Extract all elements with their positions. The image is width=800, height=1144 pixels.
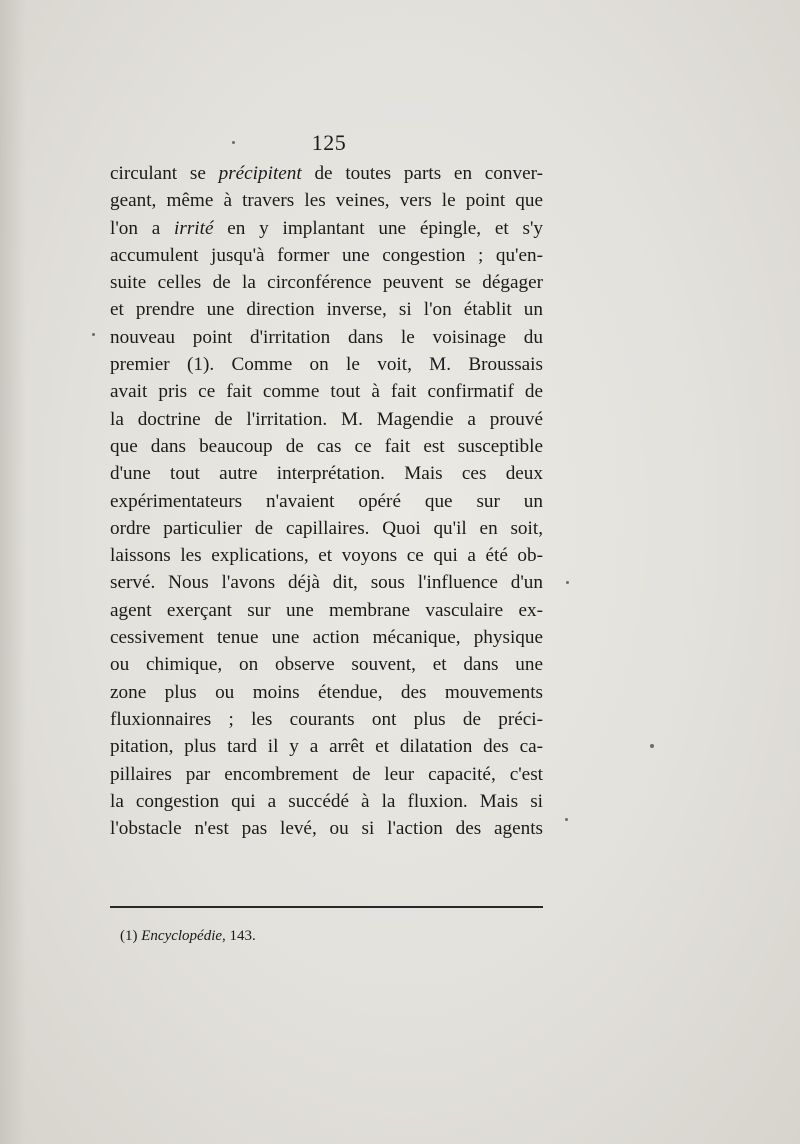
footnote [120, 926, 256, 946]
italic-run: irrité [174, 217, 214, 239]
text-run: l'on a [110, 217, 175, 239]
paper-speck [92, 333, 95, 336]
text-line [110, 433, 543, 460]
text-run: et prendre une direction inverse, si l'on établit un [110, 299, 543, 321]
text-run: la doctrine de l'irritation. M. Magendie a prouvé [110, 408, 543, 430]
text-line [110, 351, 543, 378]
text-run: en y implantant une épingle, et s'y [213, 217, 544, 239]
text-line [110, 815, 543, 842]
text-run: de toutes parts en conver- [301, 163, 543, 184]
footnote-page-ref: , 143. [222, 928, 256, 944]
text-run: ordre particulier de capillaires. Quoi qu'il en soit, [110, 517, 543, 539]
text-run: expérimentateurs n'avaient opéré que sur un [110, 490, 543, 512]
text-run: premier (1). Comme on le voit, M. Broussais [110, 354, 543, 376]
text-run: que dans beaucoup de cas ce fait est susceptible [110, 435, 543, 457]
text-line [110, 569, 543, 596]
text-run: servé. Nous l'avons déjà dit, sous l'influence d'un [110, 572, 543, 594]
text-run: la congestion qui a succédé à la fluxion. Mais si [110, 790, 543, 812]
text-run: cessivement tenue une action mécanique, physique [110, 627, 543, 649]
text-line [110, 160, 543, 187]
paper-speck [566, 581, 569, 584]
footnote-marker: (1) [120, 928, 138, 944]
text-line [110, 296, 543, 323]
text-line [110, 788, 543, 815]
text-run: zone plus ou moins étendue, des mouvements [110, 681, 543, 703]
text-run: geant, même à travers les veines, vers le point que [110, 190, 543, 212]
text-run: d'une tout autre interprétation. Mais ces deux [110, 463, 543, 485]
text-run: nouveau point d'irritation dans le voisinage du [110, 326, 543, 348]
text-line [110, 761, 543, 788]
text-line [110, 460, 543, 487]
paper-speck [232, 141, 235, 144]
text-line [110, 187, 543, 214]
footnote-rule [110, 906, 543, 908]
text-run: agent exerçant sur une membrane vasculaire ex- [110, 599, 543, 621]
text-line [110, 542, 543, 569]
text-line [110, 242, 543, 269]
text-line [110, 269, 543, 296]
binding-shadow [0, 0, 26, 1144]
text-line [110, 406, 543, 433]
text-line [110, 651, 543, 678]
text-line [110, 324, 543, 351]
text-run: laissons les explications, et voyons ce qui a été ob- [110, 545, 543, 567]
text-line [110, 733, 543, 760]
italic-run: précipitent [218, 163, 302, 184]
footnote-source: Encyclopédie [141, 928, 223, 944]
text-line [110, 378, 543, 405]
paper-speck [650, 744, 654, 748]
text-run: avait pris ce fait comme tout à fait confirmatif de [110, 381, 543, 403]
text-run: suite celles de la circonférence peuvent se dégager [110, 272, 543, 294]
text-run: pillaires par encombrement de leur capacité, c'est [110, 763, 543, 785]
text-line [110, 597, 543, 624]
body-text [110, 160, 543, 842]
text-run: fluxionnaires ; les courants ont plus de préci- [110, 708, 543, 730]
text-run: l'obstacle n'est pas levé, ou si l'action des agents [110, 818, 543, 840]
text-line [110, 624, 543, 651]
text-line [110, 706, 543, 733]
text-run: pitation, plus tard il y a arrêt et dilatation des ca- [110, 736, 543, 758]
text-run: circulant se [110, 163, 219, 184]
text-line [110, 488, 543, 515]
text-line [110, 679, 543, 706]
text-line [110, 515, 543, 542]
paper-speck [565, 818, 568, 821]
text-line [110, 215, 543, 242]
text-run: ou chimique, on observe souvent, et dans une [110, 654, 543, 676]
page-number: 125 [311, 130, 347, 155]
text-run: accumulent jusqu'à former une congestion ; qu'en- [110, 244, 543, 266]
